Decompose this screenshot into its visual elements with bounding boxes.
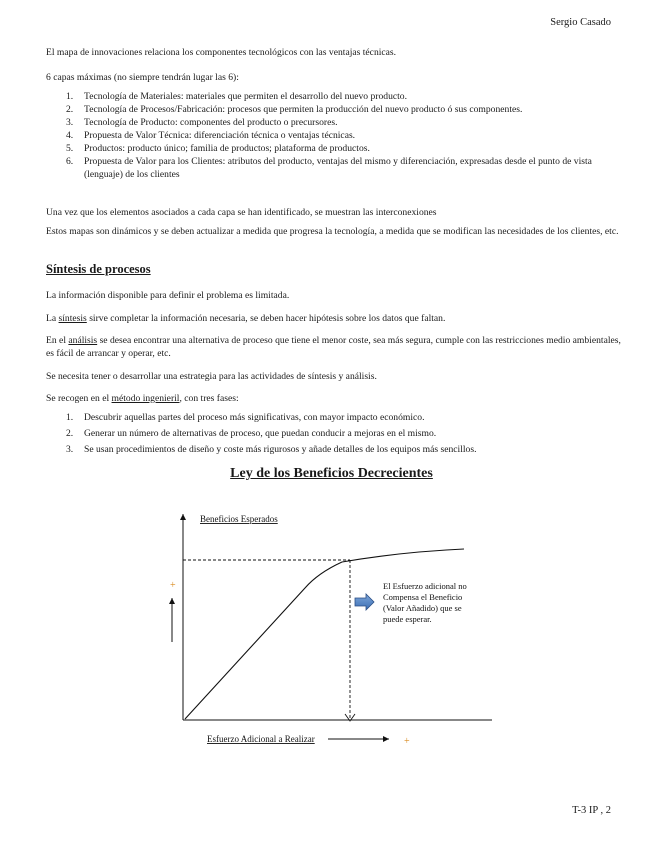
right-arrow-icon [355,594,374,610]
term-metodo-ingenieril: método ingenieril [111,393,180,404]
list-text: Tecnología de Procesos/Fabricación: procesos que permiten la producción del nuevo producto ó sus componentes. [84,104,523,115]
page-footer-number: T-3 IP , 2 [572,805,611,816]
note-line-2: Compensa el Beneficio [383,592,463,602]
list-number: 4. [66,130,74,141]
section-heading: Síntesis de procesos [46,262,151,276]
list-text: Descubrir aquellas partes del proceso más significativas, con mayor impacto económico. [84,412,425,423]
list-item [66,155,626,181]
term-sintesis: síntesis [58,313,87,324]
intro-paragraph-2: 6 capas máximas (no siempre tendrán lugar las 6): [46,72,239,83]
list-number: 1. [66,91,74,102]
list-text: Tecnología de Materiales: materiales que permiten el desarrollo del nuevo producto. [84,91,407,102]
list-text: Propuesta de Valor para los Clientes: atributos del producto, ventajas del mismo y diferenciación, expresadas desde el punto de vista (lenguaje) de los clientes [84,156,592,180]
x-plus-sign: + [404,736,410,747]
list-number: 2. [66,428,74,439]
phases-list [66,411,626,456]
layers-list [66,90,626,181]
list-item [66,427,626,440]
synthesis-paragraph-4: Se necesita tener o desarrollar una estrategia para las actividades de síntesis y análisis. [46,371,377,382]
list-item [66,443,626,456]
list-number: 3. [66,117,74,128]
term-analisis: análisis [68,335,98,346]
list-item [66,411,626,424]
note-line-3: (Valor Añadido) que se [383,603,462,613]
list-text: Propuesta de Valor Técnica: diferenciación técnica o ventajas técnicas. [84,130,356,141]
figure-title: Ley de los Beneficios Decrecientes [230,466,433,481]
list-item [66,129,626,142]
synthesis-paragraph-1: La información disponible para definir el problema es limitada. [46,290,290,301]
x-axis-label: Esfuerzo Adicional a Realizar [207,734,315,744]
synthesis-paragraph-2: La síntesis sirve completar la información necesaria, se deben hacer hipótesis sobre los datos que faltan. [46,313,446,324]
list-text: Productos: producto único; familia de productos; plataforma de productos. [84,143,370,154]
list-number: 1. [66,412,74,423]
y-axis-label: Beneficios Esperados [200,514,278,524]
synthesis-paragraph-3: En el análisis se desea encontrar una alternativa de proceso que tiene el menor coste, sea más segura, cumple con las restricciones medio ambientales, es fácil de arrancar y operar, etc. [46,335,621,359]
list-number: 6. [66,156,74,167]
list-number: 2. [66,104,74,115]
list-text: Se usan procedimientos de diseño y coste más rigurosos y añade detalles de los equipos más sencillos. [84,444,477,455]
y-plus-sign: + [170,580,176,591]
list-text: Tecnología de Producto: componentes del producto o precursores. [84,117,338,128]
page-header-author: Sergio Casado [550,17,611,28]
note-line-4: puede esperar. [383,614,432,624]
benefit-curve [185,549,464,719]
paragraph-dynamic-maps: Estos mapas son dinámicos y se deben actualizar a medida que progresa la tecnología, a medida que se modifican las necesidades de los clientes, etc. [46,226,619,237]
list-item [66,90,626,103]
paragraph-interconnections: Una vez que los elementos asociados a cada capa se han identificado, se muestran las interconexiones [46,207,437,218]
list-item [66,142,626,155]
intro-paragraph-1: El mapa de innovaciones relaciona los componentes tecnológicos con las ventajas técnicas. [46,47,397,58]
list-text: Generar un número de alternativas de proceso, que puedan conducir a mejoras en el mismo. [84,428,437,439]
list-item [66,103,626,116]
synthesis-paragraph-5: Se recogen en el método ingenieril, con tres fases: [46,393,239,404]
note-line-1: El Esfuerzo adicional no [383,581,467,591]
list-number: 3. [66,444,74,455]
list-number: 5. [66,143,74,154]
list-item [66,116,626,129]
diminishing-returns-diagram [0,500,663,760]
